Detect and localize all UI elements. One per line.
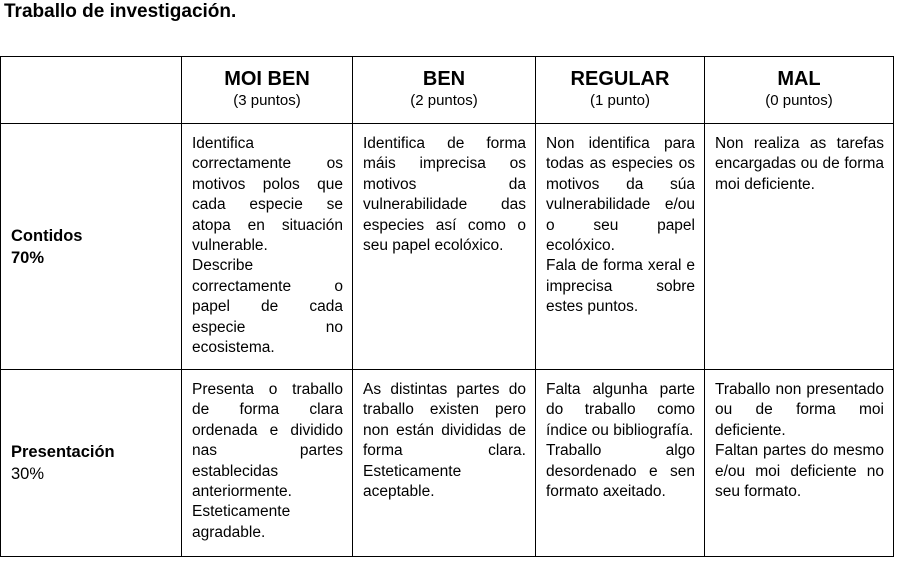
descriptor-cell: [705, 124, 894, 370]
descriptor-cell: [536, 370, 705, 557]
descriptor-cell: [182, 124, 353, 370]
descriptor-cell: [705, 370, 894, 557]
column-header-moi-ben: [182, 57, 353, 124]
column-name: REGULAR: [570, 68, 670, 90]
column-name: MOI BEN: [224, 68, 310, 90]
column-points: (3 puntos): [233, 92, 301, 109]
descriptor-text: Traballo non presentado ou de forma moi deficiente.: [715, 381, 884, 439]
descriptor-text: Describe correctamente o papel de cada especie no ecosistema.: [192, 257, 343, 357]
column-points: (2 puntos): [410, 92, 478, 109]
column-header-regular: [536, 57, 705, 124]
descriptor-text: Esteticamente agradable.: [192, 503, 291, 541]
column-header-ben: [353, 57, 536, 124]
descriptor-text: As distintas partes do traballo existen pero non están divididas de forma clara. Esteticamente aceptable.: [363, 381, 526, 501]
descriptor-text: Presenta o traballo de forma clara ordenada e dividido nas partes establecidas anteriormente.: [192, 381, 343, 501]
criterion-weight: 30%: [11, 465, 45, 483]
row-presentacion: [1, 370, 894, 557]
criterion-weight: 70%: [11, 248, 45, 267]
descriptor-text: Faltan partes do mesmo e/ou moi deficiente no seu formato.: [715, 442, 884, 501]
row-contidos: [1, 124, 894, 370]
descriptor-cell: [182, 370, 353, 557]
criterion-cell-presentacion: [1, 370, 182, 557]
corner-cell: [1, 57, 182, 124]
descriptor-cell: [536, 124, 705, 370]
descriptor-text: Identifica de forma máis imprecisa os motivos da vulnerabilidade das especies así como o seu papel ecolóxico.: [363, 135, 526, 255]
descriptor-text: Identifica correctamente os motivos polos que cada especie se atopa en situación vulnerable.: [192, 135, 343, 255]
criterion-name: Presentación: [11, 443, 115, 461]
rubric-table: [0, 56, 894, 557]
criterion-cell-contidos: [1, 124, 182, 370]
column-header-mal: [705, 57, 894, 124]
descriptor-text: Non realiza as tarefas encargadas ou de forma moi deficiente.: [715, 135, 884, 193]
criterion-name: Contidos: [11, 226, 83, 245]
descriptor-cell: [353, 124, 536, 370]
descriptor-text: Falta algunha parte do traballo como índice ou bibliografía.: [546, 381, 695, 439]
column-name: BEN: [422, 68, 466, 90]
descriptor-cell: [353, 370, 536, 557]
descriptor-text: Non identifica para todas as especies os motivos da súa vulnerabilidade e/ou o seu papel ecolóxico.: [546, 135, 695, 255]
column-points: (1 punto): [589, 92, 651, 109]
document-title: Traballo de investigación.: [4, 1, 237, 22]
descriptor-text: Fala de forma xeral e imprecisa sobre estes puntos.: [546, 257, 695, 316]
descriptor-text: Traballo algo desordenado e sen formato axeitado.: [546, 442, 695, 501]
column-points: (0 puntos): [765, 92, 833, 109]
column-name: MAL: [777, 68, 821, 90]
header-row: [1, 57, 894, 124]
